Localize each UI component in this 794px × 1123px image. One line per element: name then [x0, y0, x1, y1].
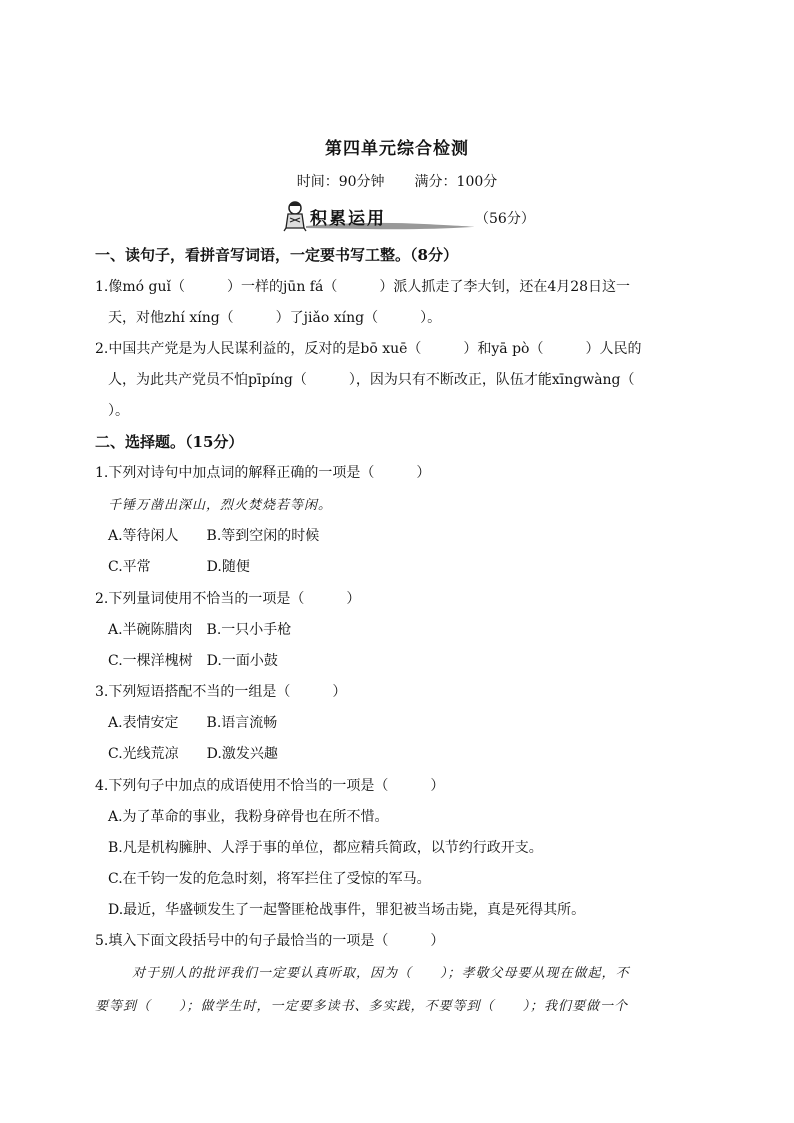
section-banner-score: （56分）: [475, 211, 535, 227]
question-line: B.凡是机构臃肿、人浮于事的单位，都应精兵简政，以节约行政开支。: [108, 840, 543, 856]
page-title: 第四单元综合检测: [325, 139, 469, 159]
question-line: C.在千钧一发的危急时刻，将军拦住了受惊的军马。: [108, 871, 431, 887]
section-banner-label: 积累运用: [310, 209, 386, 229]
question-line: 要等到（ ）；做学生时，一定要多读书、多实践，不要等到（ ）；我们要做一个: [95, 999, 629, 1014]
question-line: C.一棵洋槐树 D.一面小鼓: [108, 653, 278, 669]
question-line: 千锤万凿出深山，烈火焚烧若等闲。: [108, 498, 333, 513]
total-score: 满分：100分: [414, 174, 498, 190]
question-line: 2.中国共产党是为人民谋利益的，反对的是bō xuē（ ）和yā pò（ ）人民的: [95, 341, 642, 357]
question-line: D.最近，华盛顿发生了一起警匪枪战事件，罪犯被当场击毙，真是死得其所。: [108, 902, 586, 918]
question-line: 天，对他zhí xíng（ ）了jiǎo xíng（ ）。: [108, 310, 442, 326]
exam-info: [0, 171, 794, 191]
question-line: 1.像mó guǐ（ ）一样的jūn fá（ ）派人抓走了李大钊，还在4月28日这一: [95, 279, 631, 295]
question-line: 3.下列短语搭配不当的一组是（ ）: [95, 684, 347, 700]
question-line: 对于别人的批评我们一定要认真听取，因为（ ）；孝敬父母要从现在做起，不: [132, 966, 630, 981]
question-line: 1.下列对诗句中加点词的解释正确的一项是（ ）: [95, 465, 431, 481]
section-heading: 一、读句子，看拼音写词语，一定要书写工整。（8分）: [95, 246, 458, 264]
question-line: C.平常 D.随便: [108, 559, 250, 575]
question-line: 人，为此共产党员不怕pīpíng（ ），因为只有不断改正，队伍才能xīngwàng（: [108, 372, 635, 388]
question-line: C.光线荒凉 D.激发兴趣: [108, 746, 278, 762]
question-line: A.等待闲人 B.等到空闲的时候: [108, 528, 320, 544]
question-line: A.为了革命的事业，我粉身碎骨也在所不惜。: [108, 809, 389, 825]
question-line: 5.填入下面文段括号中的句子最恰当的一项是（ ）: [95, 933, 445, 949]
question-line: 2.下列量词使用不恰当的一项是（ ）: [95, 591, 361, 607]
section-banner: [282, 200, 542, 234]
time-limit: 时间：90分钟: [296, 174, 385, 190]
question-line: A.半碗陈腊肉 B.一只小手枪: [108, 622, 292, 638]
section-heading: 二、选择题。（15分）: [95, 433, 244, 451]
question-line: ）。: [108, 403, 129, 419]
question-line: A.表情安定 B.语言流畅: [108, 715, 278, 731]
question-line: 4.下列句子中加点的成语使用不恰当的一项是（ ）: [95, 778, 445, 794]
